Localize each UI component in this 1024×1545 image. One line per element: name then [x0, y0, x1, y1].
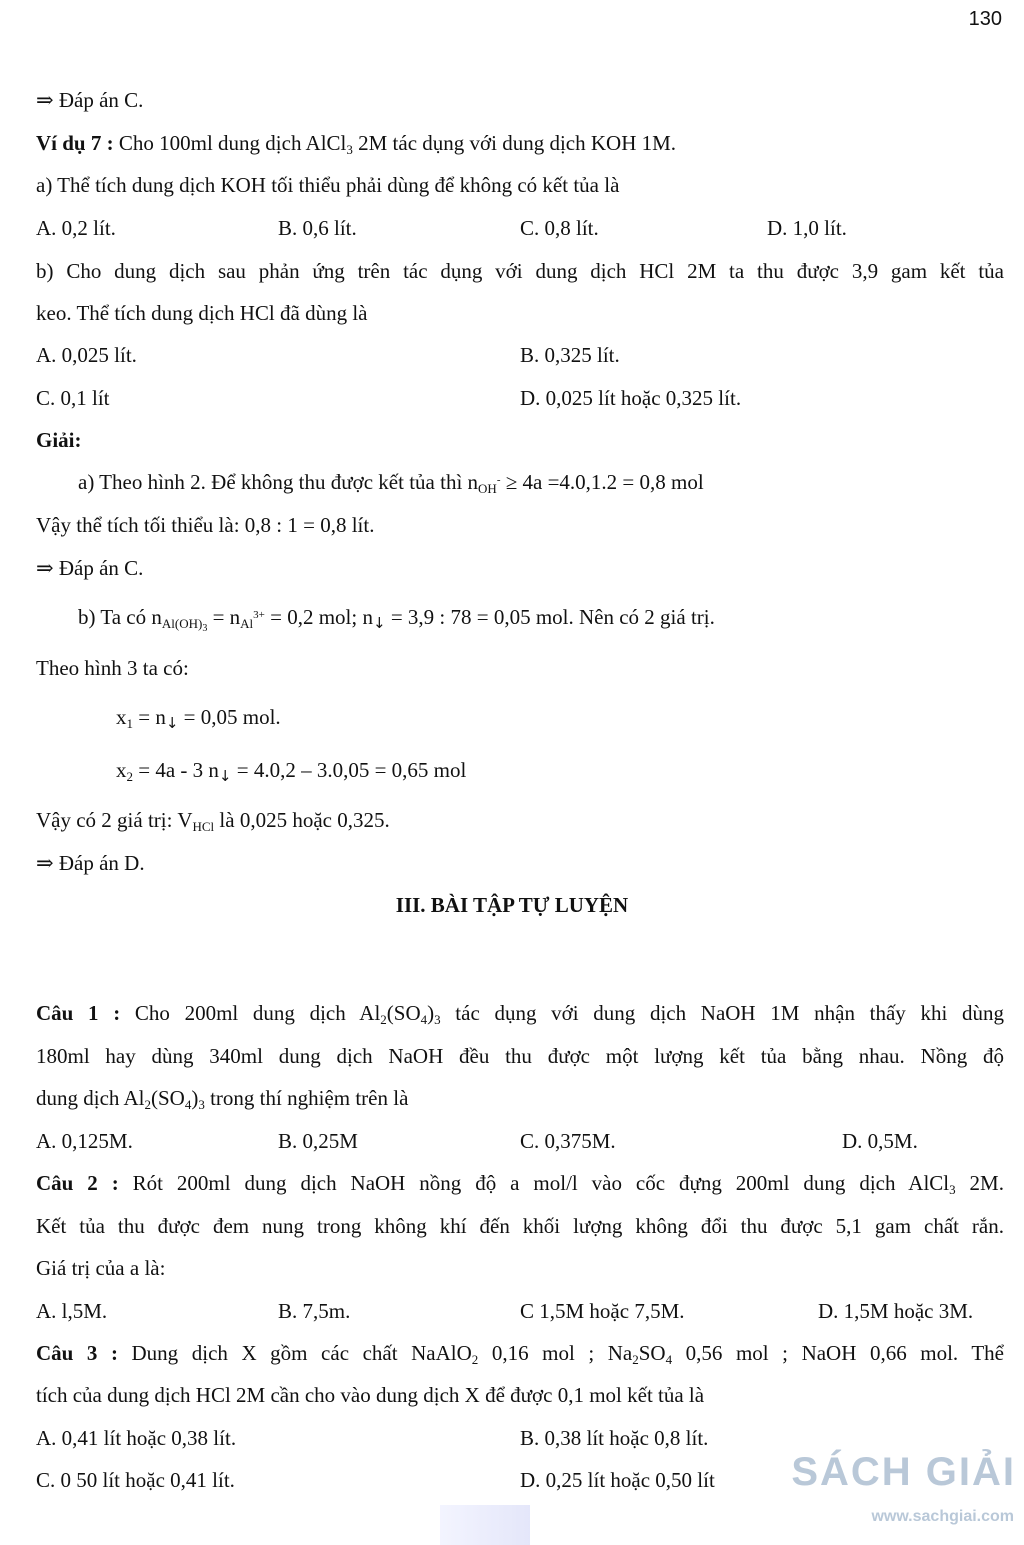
subscript: 2: [380, 1012, 387, 1027]
option-d: D. 1,0 lít.: [767, 216, 847, 240]
text: 2M.: [955, 1171, 1004, 1195]
down-arrow-icon: ↓: [372, 614, 386, 632]
text: = 4.0,2 – 3.0,05 = 0,65 mol: [231, 758, 467, 782]
superscript: -: [496, 474, 501, 486]
watermark-url: www.sachgiai.com: [871, 1508, 1014, 1525]
superscript: 3+: [253, 609, 265, 621]
option-b: B. 0,25M: [278, 1129, 358, 1153]
subscript: HCl: [192, 819, 215, 834]
option-d: D. 0,025 lít hoặc 0,325 lít.: [520, 386, 742, 410]
subscript: 4: [665, 1352, 673, 1367]
text: (SO: [386, 1001, 421, 1025]
question-label: Câu 1 :: [36, 1001, 121, 1025]
text: = 0,05 mol.: [178, 705, 281, 729]
option-a: A. 0,125M.: [36, 1129, 133, 1153]
x2-equation: [116, 756, 1004, 784]
text: Rót 200ml dung dịch NaOH nồng độ a mol/l vào cốc đựng 200ml dung dịch AlCl: [118, 1171, 950, 1195]
option-c: C. 0,8 lít.: [520, 216, 599, 240]
solution-heading: [36, 426, 1004, 454]
answer-line: ⇒ Đáp án D.: [36, 851, 145, 875]
option-b: B. 0,325 lít.: [520, 343, 620, 367]
decorative-graphic: [440, 1505, 530, 1545]
subscript: 2: [632, 1352, 639, 1367]
text: SO: [638, 1341, 666, 1365]
down-arrow-icon: ↓: [218, 767, 232, 785]
option-d: D. 0,5M.: [842, 1129, 918, 1153]
text: Giải:: [36, 428, 82, 452]
cau-1-line1: Câu 1 : Cho 200ml dung dịch $Al_2(SO_4)_3$ tác dụng với dung dịch NaOH 1M nhận thấy khi dùng: [36, 1001, 1004, 1027]
subscript: 2: [144, 1097, 151, 1112]
cau-2-line2: Kết tủa thu được đem nung trong không khí đến khối lượng không đổi thu được 5,1 gam chất rắn.: [36, 1214, 1004, 1238]
cau-1-line2: 180ml hay dùng 340ml dung dịch NaOH đều thu được một lượng kết tủa bằng nhau. Nồng độ: [36, 1044, 1004, 1068]
answer-line: ⇒ Đáp án C.: [36, 556, 144, 580]
option-c: C. 0 50 lít hoặc 0,41 lít.: [36, 1468, 235, 1492]
subscript: 3: [202, 623, 208, 634]
text: 2M tác dụng với dung dịch KOH 1M.: [352, 131, 677, 155]
subscript: 3: [346, 142, 353, 157]
text: x: [116, 705, 127, 729]
text: 0,16 mol ; Na: [478, 1341, 633, 1365]
option-a: A. 0,41 lít hoặc 0,38 lít.: [36, 1426, 237, 1450]
subscript: 4: [420, 1012, 428, 1027]
text: (SO: [151, 1086, 185, 1110]
cau-1-line3: dung dịch $Al_2(SO_4)_3$ trong thí nghiệm trên là: [36, 1086, 409, 1112]
text: tác dụng với dung dịch NaOH 1M nhận thấy khi dùng: [440, 1001, 1004, 1025]
cau-3-line2: tích của dung dịch HCl 2M cần cho vào dung dịch X để được 0,1 mol kết tủa là: [36, 1383, 705, 1407]
text: = 4a - 3 n: [133, 758, 219, 782]
page-number: 130: [968, 8, 1002, 30]
subscript: 3: [198, 1097, 205, 1112]
text: ≥ 4a =4.0,1.2 = 0,8 mol: [500, 470, 704, 494]
option-b: B. 7,5m.: [278, 1299, 351, 1323]
solution-a: [78, 468, 1004, 496]
subscript: 4: [184, 1097, 192, 1112]
text: trong thí nghiệm trên là: [204, 1086, 409, 1110]
text: b) Ta có n: [78, 605, 162, 629]
text: = 3,9 : 78 = 0,05 mol. Nên có 2 giá trị.: [385, 605, 715, 629]
question-b-line2: keo. Thể tích dung dịch HCl đã dùng là: [36, 301, 368, 325]
text: là 0,025 hoặc 0,325.: [214, 808, 390, 832]
question-a: a) Thể tích dung dịch KOH tối thiểu phải dùng để không có kết tủa là: [36, 173, 620, 197]
cau-2-line3: Giá trị của a là:: [36, 1256, 166, 1280]
x1-equation: [116, 703, 1004, 731]
option-a: A. 0,025 lít.: [36, 343, 137, 367]
section-heading: III. BÀI TẬP TỰ LUYỆN: [395, 893, 629, 917]
text: = n: [133, 705, 166, 729]
text: x: [116, 758, 127, 782]
text: Vậy có 2 giá trị: V: [36, 808, 193, 832]
question-label: Câu 3 :: [36, 1341, 118, 1365]
watermark-logo: SÁCH GIẢI: [791, 1450, 1016, 1494]
option-d: D. 1,5M hoặc 3M.: [818, 1299, 974, 1323]
two-values: [36, 806, 1004, 834]
subscript: Al(OH): [161, 616, 203, 631]
subscript: 2: [471, 1352, 479, 1367]
subscript: 3: [434, 1012, 441, 1027]
down-arrow-icon: ↓: [165, 714, 179, 732]
text: a) Theo hình 2. Để không thu được kết tủa thì n: [78, 470, 479, 494]
option-b: B. 0,6 lít.: [278, 216, 357, 240]
answer-line: ⇒ Đáp án C.: [36, 88, 144, 112]
text: Dung dịch X gồm các chất NaAlO: [117, 1341, 472, 1365]
text: dung dịch Al: [36, 1086, 145, 1110]
option-c: C. 0,375M.: [520, 1129, 616, 1153]
text: Cho 200ml dung dịch Al: [120, 1001, 381, 1025]
option-c: C 1,5M hoặc 7,5M.: [520, 1299, 685, 1323]
subscript: 1: [126, 716, 133, 731]
text: = n: [207, 605, 241, 629]
text: = 0,2 mol; n: [264, 605, 373, 629]
option-d: D. 0,25 lít hoặc 0,50 lít: [520, 1468, 715, 1492]
option-b: B. 0,38 lít hoặc 0,8 lít.: [520, 1426, 709, 1450]
solution-b: [78, 603, 1004, 634]
question-label: Câu 2 :: [36, 1171, 119, 1195]
subscript: 3: [949, 1182, 956, 1197]
subscript: OH: [478, 481, 497, 496]
theo-hinh-3: Theo hình 3 ta có:: [36, 656, 189, 680]
example-label: Ví dụ 7 :: [36, 131, 114, 155]
subscript: 2: [126, 769, 133, 784]
text: 0,56 mol ; NaOH 0,66 mol. Thể: [672, 1341, 1004, 1365]
cau-3-line1: [36, 1339, 1004, 1367]
example-7-statement: [36, 129, 1004, 157]
subscript: Al: [240, 616, 254, 631]
cau-2-line1: [36, 1169, 1004, 1197]
min-volume: Vậy thể tích tối thiểu là: 0,8 : 1 = 0,8 lít.: [36, 513, 375, 537]
option-a: A. l,5M.: [36, 1299, 108, 1323]
text: Cho 100ml dung dịch AlCl: [113, 131, 347, 155]
question-b-line1: b) Cho dung dịch sau phản ứng trên tác dụng với dung dịch HCl 2M ta thu được 3,9 gam kết tủa: [36, 259, 1004, 283]
option-a: A. 0,2 lít.: [36, 216, 116, 240]
option-c: C. 0,1 lít: [36, 386, 110, 410]
